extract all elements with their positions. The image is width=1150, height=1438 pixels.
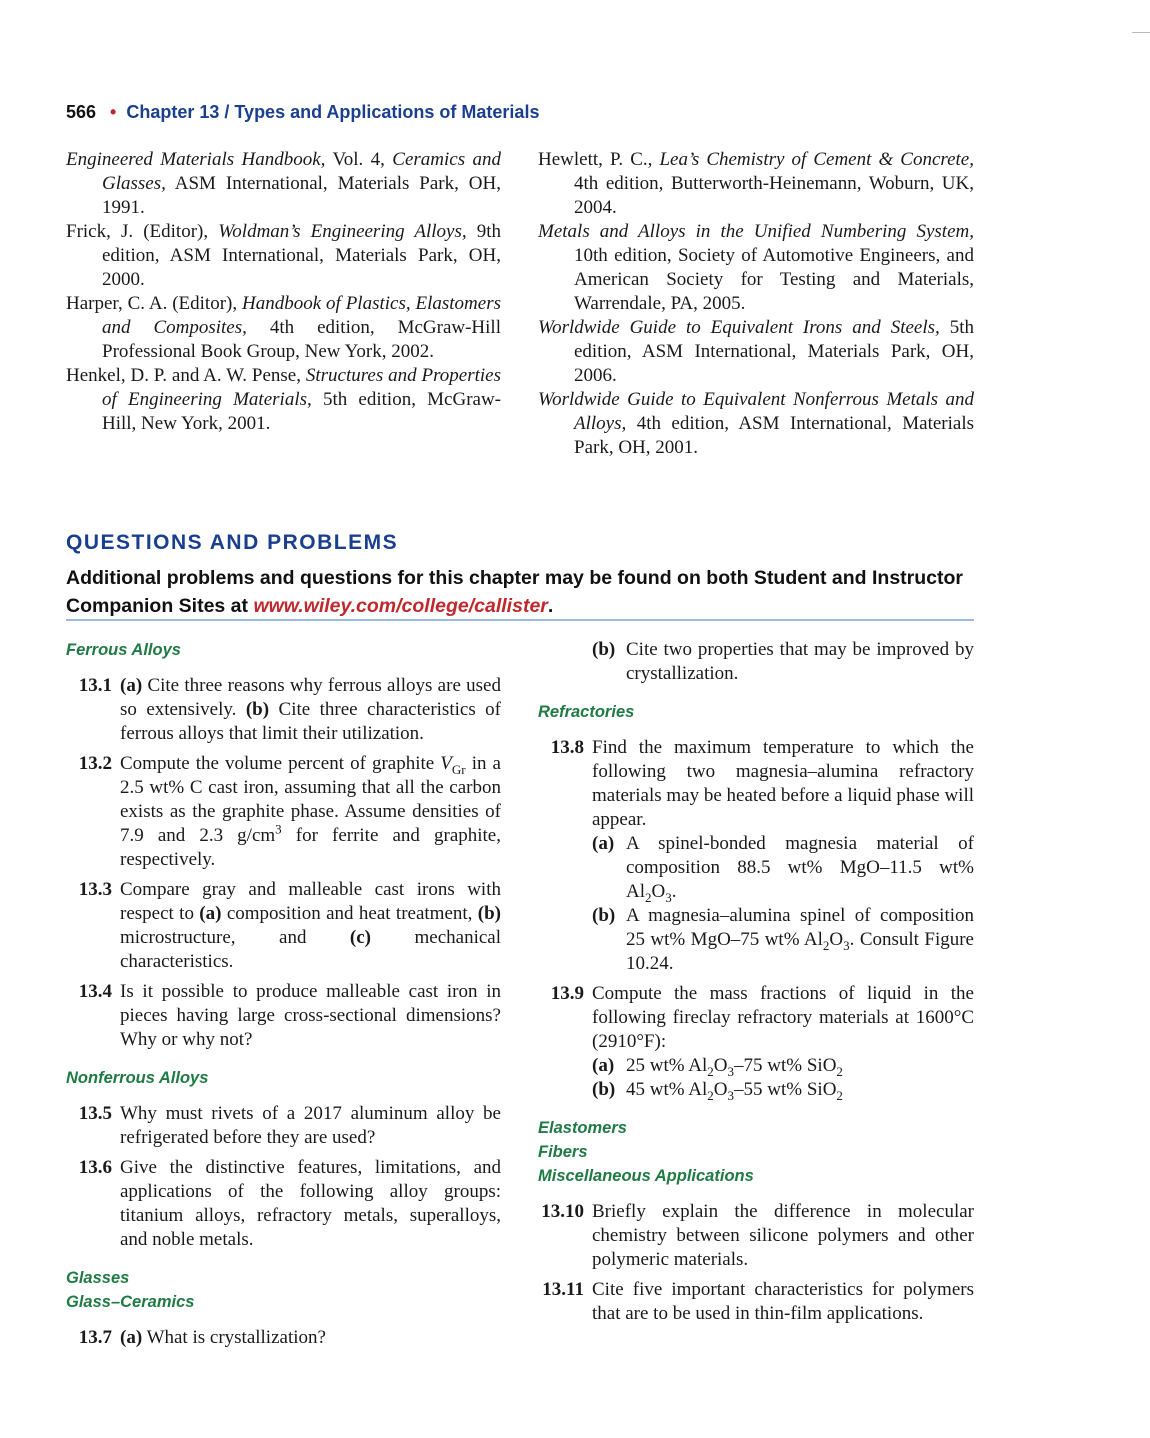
text-run: –55 wt% SiO bbox=[734, 1079, 837, 1100]
problems-left-column bbox=[66, 638, 501, 1350]
italic-text: Handbook of Plastics, Elastomers and Composites, bbox=[102, 293, 501, 338]
text-run: Harper, C. A. (Editor), bbox=[66, 293, 242, 314]
superscript: 3 bbox=[275, 821, 282, 837]
section-heading: Nonferrous Alloys bbox=[66, 1069, 209, 1087]
problem-number: 13.3 bbox=[78, 879, 112, 900]
text-run: Cite three reasons why ferrous alloys are used so extensively. bbox=[120, 675, 501, 720]
subpart-text bbox=[626, 1054, 974, 1078]
text-run: . Consult Figure 10.24. bbox=[626, 929, 974, 974]
subscript: 3 bbox=[727, 1087, 735, 1103]
problem-number: 13.1 bbox=[78, 675, 112, 696]
subpart-text bbox=[626, 1078, 974, 1102]
problem-number: 13.7 bbox=[78, 1327, 112, 1348]
text-run: 4th edition, ASM International, Materials Park, OH, 2001. bbox=[574, 413, 974, 458]
problem-item bbox=[66, 752, 501, 872]
subpart-text bbox=[626, 904, 974, 976]
section-heading: Glass–Ceramics bbox=[66, 1293, 195, 1311]
subscript: 2 bbox=[645, 889, 652, 905]
reference-entry bbox=[66, 220, 501, 292]
text-run: in a 2.5 wt% C cast iron, assuming that all the carbon exists as the graphite phase. Assume densities of 7.9 and 2.3 g/cm bbox=[120, 753, 501, 846]
text-run: Frick, J. (Editor), bbox=[66, 221, 219, 242]
questions-intro-text: Additional problems and questions for this chapter may be found on both Student and Instructor Companion Sites at bbox=[66, 567, 964, 617]
page-edge-mark bbox=[1132, 32, 1150, 33]
section-heading: Elastomers bbox=[538, 1119, 627, 1137]
section-heading: Ferrous Alloys bbox=[66, 641, 181, 659]
subpart-label: (b) bbox=[592, 639, 616, 660]
subscript: 2 bbox=[836, 1087, 843, 1103]
bold-label: (b) bbox=[477, 903, 501, 924]
problem-number: 13.2 bbox=[78, 753, 112, 774]
subpart-text bbox=[626, 832, 974, 904]
references-right-column bbox=[538, 148, 974, 460]
text-run: 9th edition, ASM International, Materials Park, OH, 2000. bbox=[102, 221, 501, 290]
subpart-label: (a) bbox=[592, 833, 615, 854]
text-run: Vol. 4, bbox=[325, 149, 393, 170]
italic-text: Woldman’s Engineering Alloys, bbox=[218, 221, 467, 242]
subscript: 3 bbox=[727, 1063, 735, 1079]
text-run: Compute the volume percent of graphite bbox=[120, 753, 441, 774]
subscript: 3 bbox=[665, 889, 672, 905]
companion-site-link[interactable]: www.wiley.com/college/callister bbox=[253, 595, 548, 617]
problem-text bbox=[120, 1156, 501, 1252]
italic-text: Lea’s Chemistry of Cement & Concrete, bbox=[659, 149, 974, 170]
problem-subpart bbox=[592, 638, 974, 686]
text-run: Why must rivets of a 2017 aluminum alloy be refrigerated before they are used? bbox=[120, 1103, 501, 1148]
text-run: What is crystallization? bbox=[142, 1327, 326, 1348]
questions-heading: QUESTIONS AND PROBLEMS bbox=[66, 531, 399, 554]
problem-text bbox=[592, 1278, 974, 1326]
section-heading: Refractories bbox=[538, 703, 635, 721]
problem-item bbox=[66, 1326, 501, 1350]
text-run: 4th edition, McGraw-Hill Professional Book Group, New York, 2002. bbox=[102, 317, 501, 362]
text-run: A spinel-bonded magnesia material of composition 88.5 wt% MgO–11.5 wt% Al bbox=[626, 833, 974, 902]
text-run: O bbox=[713, 1079, 728, 1100]
problem-item bbox=[538, 736, 974, 832]
problem-number: 13.9 bbox=[550, 983, 584, 1004]
problem-subpart bbox=[592, 1078, 974, 1102]
problem-text bbox=[120, 752, 501, 872]
section-heading: Fibers bbox=[538, 1143, 588, 1161]
running-header bbox=[66, 102, 539, 123]
problem-item bbox=[66, 878, 501, 974]
text-run: 25 wt% Al bbox=[626, 1055, 708, 1076]
questions-intro-end: . bbox=[547, 595, 554, 617]
text-run: O bbox=[651, 881, 666, 902]
problem-number: 13.6 bbox=[78, 1157, 112, 1178]
problem-text bbox=[592, 982, 974, 1054]
subpart-label: (b) bbox=[592, 905, 616, 926]
reference-entry bbox=[538, 388, 974, 460]
problem-item bbox=[66, 980, 501, 1052]
bold-label: (c) bbox=[349, 927, 372, 948]
text-run: Cite three characteristics of ferrous alloys that limit their utilization. bbox=[120, 699, 501, 744]
subscript: 3 bbox=[843, 937, 850, 953]
text-run: Is it possible to produce malleable cast iron in pieces having large cross-sectional dimensions? Why or why not? bbox=[120, 981, 501, 1050]
problem-item bbox=[538, 982, 974, 1054]
subscript: Gr bbox=[451, 761, 466, 777]
bold-label: (a) bbox=[120, 1327, 143, 1348]
text-run: O bbox=[829, 929, 844, 950]
text-run: 45 wt% Al bbox=[626, 1079, 708, 1100]
subscript: 2 bbox=[822, 937, 830, 953]
subpart-text bbox=[626, 638, 974, 686]
text-run: composition and heat treatment, bbox=[221, 903, 478, 924]
problem-text bbox=[120, 878, 501, 974]
references-left-column bbox=[66, 148, 501, 436]
section-heading: Glasses bbox=[66, 1269, 130, 1287]
problem-item bbox=[66, 674, 501, 746]
text-run: Find the maximum temperature to which the following two magnesia–alumina refractory materials may be heated before a liquid phase will appear. bbox=[592, 737, 974, 830]
problem-number: 13.5 bbox=[78, 1103, 112, 1124]
text-run: Compare gray and malleable cast irons with respect to bbox=[120, 879, 501, 924]
section-heading: Miscellaneous Applications bbox=[538, 1167, 754, 1185]
italic-text: Metals and Alloys in the Unified Numbering System, bbox=[538, 221, 974, 242]
text-run: . bbox=[671, 881, 677, 902]
italic-text: Engineered Materials Handbook, bbox=[66, 149, 326, 170]
italic-text: Structures and Properties of Engineering Materials, bbox=[102, 365, 501, 410]
text-run: Briefly explain the difference in molecular chemistry between silicone polymers and other polymeric materials. bbox=[592, 1201, 974, 1270]
text-run: for ferrite and graphite, respectively. bbox=[120, 825, 501, 870]
reference-entry bbox=[538, 148, 974, 220]
subscript: 2 bbox=[707, 1063, 714, 1079]
text-run: Give the distinctive features, limitations, and applications of the following alloy groups: titanium alloys, refractory metals, superalloys, and noble metals. bbox=[120, 1157, 501, 1250]
subscript: 2 bbox=[836, 1063, 843, 1079]
subpart-label: (b) bbox=[592, 1079, 616, 1100]
page-number: 566 bbox=[66, 102, 97, 122]
text-run: 4th edition, Butterworth-Heinemann, Woburn, UK, 2004. bbox=[574, 173, 974, 218]
text-run: Compute the mass fractions of liquid in the following fireclay refractory materials at 1600°C (2910°F): bbox=[592, 983, 974, 1052]
problem-subpart bbox=[592, 832, 974, 904]
italic-text: Worldwide Guide to Equivalent Nonferrous Metals and Alloys, bbox=[538, 389, 974, 434]
reference-entry bbox=[538, 220, 974, 316]
reference-entry bbox=[66, 364, 501, 436]
italic-text: Ceramics and Glasses, bbox=[102, 149, 502, 194]
reference-entry bbox=[66, 148, 501, 220]
text-run: ASM International, Materials Park, OH, 1991. bbox=[102, 173, 501, 218]
problem-item bbox=[66, 1156, 501, 1252]
subpart-label: (a) bbox=[592, 1055, 615, 1076]
section-divider bbox=[66, 619, 974, 621]
problem-text bbox=[120, 674, 501, 746]
problem-item bbox=[538, 1278, 974, 1326]
text-run: Cite two properties that may be improved by crystallization. bbox=[626, 639, 974, 684]
problem-text bbox=[120, 1326, 501, 1350]
reference-entry bbox=[538, 316, 974, 388]
text-run: Cite five important characteristics for polymers that are to be used in thin-film applications. bbox=[592, 1279, 974, 1324]
questions-intro bbox=[66, 564, 974, 620]
text-run: 5th edition, McGraw-Hill, New York, 2001. bbox=[102, 389, 502, 434]
problems-right-column bbox=[538, 638, 974, 1326]
problem-text bbox=[592, 736, 974, 832]
problem-text bbox=[592, 1200, 974, 1272]
text-run: –75 wt% SiO bbox=[734, 1055, 837, 1076]
problem-item bbox=[66, 1102, 501, 1150]
problem-subpart bbox=[592, 1054, 974, 1078]
problem-subpart bbox=[592, 904, 974, 976]
chapter-title: Chapter 13 / Types and Applications of Materials bbox=[126, 102, 540, 122]
text-run: Henkel, D. P. and A. W. Pense, bbox=[66, 365, 306, 386]
italic-text: Worldwide Guide to Equivalent Irons and Steels, bbox=[538, 317, 940, 338]
problem-text bbox=[120, 980, 501, 1052]
problem-item bbox=[538, 1200, 974, 1272]
problem-number: 13.11 bbox=[542, 1279, 584, 1300]
bold-label: (a) bbox=[199, 903, 222, 924]
header-bullet: • bbox=[110, 102, 117, 122]
text-run: Hewlett, P. C., bbox=[538, 149, 660, 170]
text-run: 5th edition, ASM International, Materials Park, OH, 2006. bbox=[574, 317, 974, 386]
text-run: mechanical characteristics. bbox=[120, 927, 501, 972]
bold-label: (a) bbox=[120, 675, 143, 696]
problem-number: 13.10 bbox=[541, 1201, 584, 1222]
problem-number: 13.8 bbox=[550, 737, 584, 758]
bold-label: (b) bbox=[245, 699, 270, 720]
text-run: microstructure, and bbox=[120, 927, 350, 948]
reference-entry bbox=[66, 292, 501, 364]
problem-text bbox=[120, 1102, 501, 1150]
text-run: O bbox=[713, 1055, 728, 1076]
italic-text: V bbox=[440, 753, 452, 774]
problem-number: 13.4 bbox=[78, 981, 112, 1002]
subscript: 2 bbox=[707, 1087, 714, 1103]
text-run: A magnesia–alumina spinel of composition 25 wt% MgO–75 wt% Al bbox=[626, 905, 974, 950]
text-run: 10th edition, Society of Automotive Engineers, and American Society for Testing and Materials, Warrendale, PA, 2005. bbox=[574, 245, 974, 314]
